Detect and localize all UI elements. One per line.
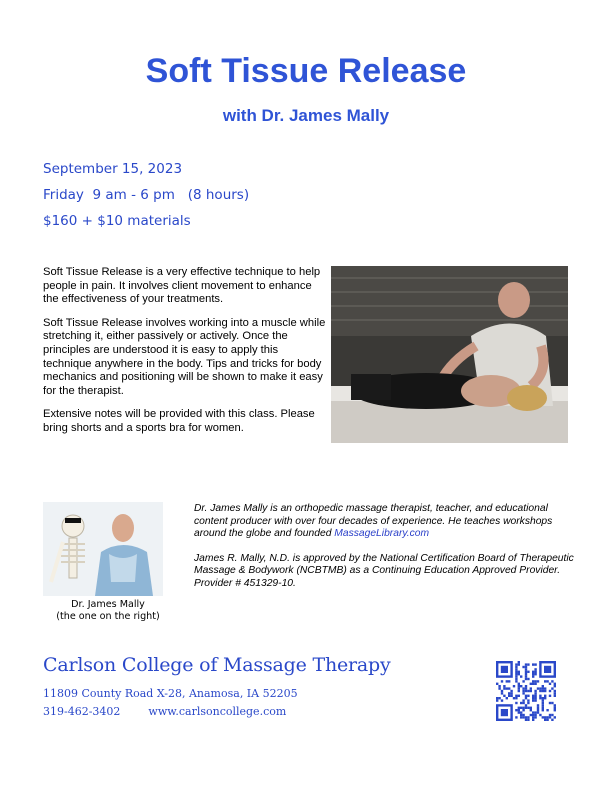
page-title: Soft Tissue Release: [145, 52, 467, 90]
bio-paragraph-1: [194, 503, 574, 541]
description-paragraph-1: Soft Tissue Release is a very effective technique to help people in pain. It involves client movement to enhance the effectiveness of your treatments.: [43, 266, 321, 306]
qr-code-icon: [496, 661, 556, 721]
caption-note: (the one on the right): [56, 611, 160, 622]
massage-demo-photo: [331, 266, 568, 443]
event-info: [43, 156, 249, 234]
school-name: Carlson College of Massage Therapy: [43, 654, 391, 676]
school-phone: 319-462-3402: [43, 705, 121, 718]
school-address: 11809 County Road X-28, Anamosa, IA 52205: [43, 687, 298, 700]
bio-text: Dr. James Mally is an orthopedic massage therapist, teacher, and educational content producer with over four decades of experience. He teaches workshops around the globe and founded: [194, 503, 553, 540]
school-info: [43, 654, 391, 721]
caption-name: Dr. James Mally: [71, 599, 145, 610]
course-description: [43, 266, 328, 446]
school-website[interactable]: www.carlsoncollege.com: [148, 705, 287, 718]
description-paragraph-2: Soft Tissue Release involves working into a muscle while stretching it, either passively or actively. Once the principles are understood it is easy to apply this technique anywhere in the body. Tips and tricks for body mechanics and positioning will be shown to make it easy for the therapist.: [43, 316, 326, 397]
event-schedule: Friday 9 am - 6 pm (8 hours): [43, 187, 250, 203]
event-date: September 15, 2023: [43, 161, 183, 177]
instructor-bio: [194, 503, 574, 603]
instructor-portrait-photo: [43, 502, 163, 596]
portrait-caption: [43, 599, 173, 623]
description-paragraph-3: Extensive notes will be provided with this class. Please bring shorts and a sports bra for women.: [43, 408, 315, 434]
bio-paragraph-2: James R. Mally, N.D. is approved by the National Certification Board of Therapeutic Massage & Bodywork (NCBTMB) as a Continuing Education Approved Provider. Provider # 451329-10.: [194, 552, 574, 589]
school-contact: [43, 703, 391, 721]
page-subtitle: with Dr. James Mally: [222, 106, 390, 125]
massagelibrary-link[interactable]: MassageLibrary.com: [334, 528, 430, 540]
event-price: $160 + $10 materials: [43, 213, 191, 229]
